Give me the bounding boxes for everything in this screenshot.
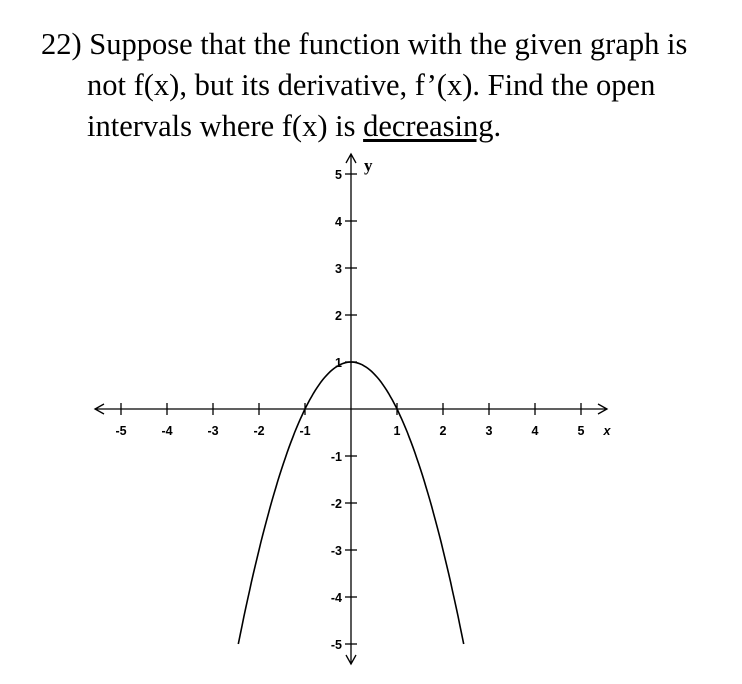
x-tick-label: 5: [577, 424, 585, 438]
x-tick-label: 1: [393, 424, 401, 438]
x-tick-label: 2: [439, 424, 447, 438]
question-line-1-text: Suppose that the function with the given graph is: [89, 27, 688, 61]
y-tick-label: -4: [330, 591, 342, 605]
y-tick-label: 3: [335, 262, 342, 276]
x-tick-label: -5: [115, 424, 127, 438]
x-tick-label: -1: [299, 424, 311, 438]
question-line-3-suffix: .: [493, 109, 502, 143]
emphasis-decreasing: decreasing: [363, 109, 494, 143]
y-tick-label: 1: [335, 356, 342, 370]
x-axis-label: x: [603, 424, 611, 438]
y-tick-label: 4: [335, 215, 342, 229]
question-line-3-prefix: intervals where f(x) is: [87, 109, 364, 143]
x-tick-label: 3: [485, 424, 493, 438]
y-tick-label: -1: [330, 450, 342, 464]
x-tick-label: -4: [161, 424, 173, 438]
y-tick-label: 2: [335, 309, 342, 323]
y-tick-label: -5: [330, 638, 342, 652]
y-tick-label: -2: [330, 497, 342, 511]
y-tick-label: 5: [335, 168, 342, 182]
x-tick-label: -2: [253, 424, 265, 438]
x-tick-label: -3: [207, 424, 219, 438]
tick-labels: [115, 168, 584, 652]
y-tick-label: -3: [330, 544, 342, 558]
x-tick-label: 4: [531, 424, 539, 438]
axes: [95, 154, 607, 664]
y-axis-label: y: [364, 156, 373, 175]
question-line-2: not f(x), but its derivative, f’(x). Find the open: [87, 68, 656, 102]
question-number: 22): [41, 27, 82, 61]
